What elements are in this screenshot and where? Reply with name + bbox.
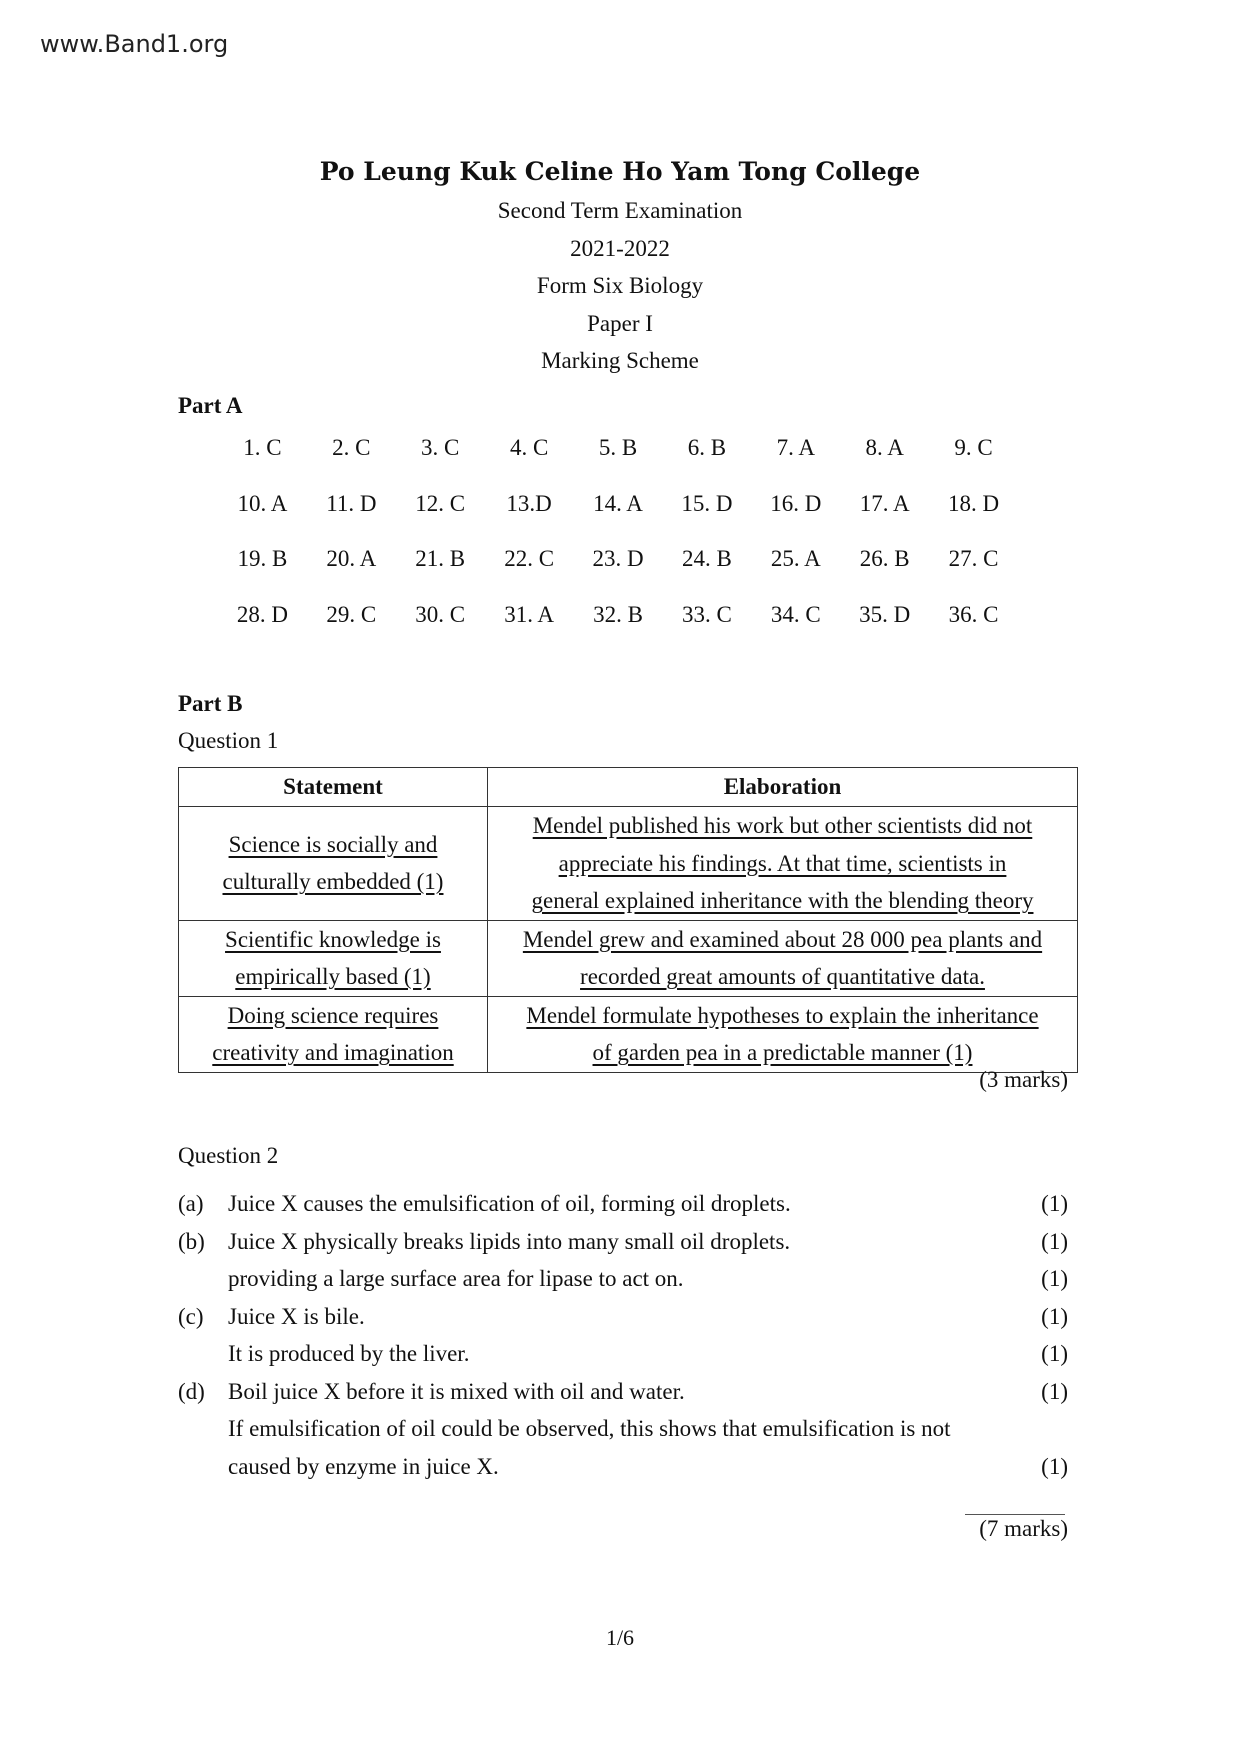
answer-item: 9. C: [954, 435, 993, 460]
table-row: [179, 996, 1078, 1072]
elaboration-cell: [488, 807, 1078, 921]
column-header-statement: Statement: [179, 768, 488, 807]
statement-line: Science is socially and: [228, 831, 438, 857]
answer-part-label: (a): [178, 1191, 204, 1216]
part-b-title: Part B: [178, 691, 243, 716]
answer-item: 36. C: [948, 601, 999, 627]
answer-mark: (1): [1041, 1341, 1068, 1366]
answer-item: 20. A: [326, 546, 377, 571]
answer-line: [178, 1335, 1068, 1373]
subject: Form Six Biology: [536, 273, 704, 298]
answer-item: 33. C: [681, 601, 732, 627]
answer-item: 13.D: [506, 490, 552, 516]
answer-item: 5. B: [598, 435, 638, 460]
answer-item: 4. C: [509, 435, 549, 460]
paper: Paper I: [587, 310, 653, 336]
answer-row: [218, 544, 1018, 600]
elaboration-line: recorded great amounts of quantitative data.: [580, 964, 985, 989]
answer-mark: [1028, 1410, 1068, 1448]
answer-item: 15. D: [681, 490, 733, 516]
answer-text: providing a large surface area for lipase to act on.: [228, 1266, 684, 1291]
answer-item: 16. D: [770, 490, 822, 516]
answer-mark: (1): [1041, 1266, 1068, 1291]
answer-text: It is produced by the liver.: [228, 1341, 470, 1366]
answer-mark: (1): [1041, 1453, 1068, 1479]
answer-item: 30. C: [415, 601, 466, 627]
answer-item: 14. A: [593, 490, 643, 516]
answer-item: 1. C: [243, 435, 282, 460]
answer-row: [218, 600, 1018, 656]
answer-item: 8. A: [865, 435, 904, 460]
answer-item: 34. C: [770, 601, 821, 627]
answer-item: 26. B: [859, 546, 910, 571]
answer-text: caused by enzyme in juice X.: [228, 1453, 499, 1479]
part-a-answer-grid: [218, 433, 1018, 655]
answer-item: 25. A: [770, 546, 821, 571]
total-divider: [965, 1514, 1065, 1515]
part-a-title: Part A: [178, 393, 243, 418]
elaboration-line: Mendel published his work but other scientists did not: [532, 813, 1033, 838]
answer-text: Juice X physically breaks lipids into many small oil droplets.: [228, 1228, 791, 1254]
answer-item: 21. B: [415, 546, 466, 571]
answer-item: 31. A: [504, 601, 555, 627]
answer-item: 18. D: [948, 490, 1000, 516]
page-number: 1/6: [605, 1625, 635, 1650]
answer-line: [178, 1223, 1068, 1261]
table-header-row: [179, 768, 1078, 807]
elaboration-line: Mendel formulate hypotheses to explain the inheritance: [526, 1002, 1039, 1028]
question-1-table: [178, 767, 1078, 1073]
elaboration-line: appreciate his findings. At that time, scientists in: [558, 850, 1007, 876]
statement-line: culturally embedded (1): [222, 869, 444, 895]
answer-text: Juice X causes the emulsification of oil, forming oil droplets.: [228, 1191, 791, 1216]
statement-cell: [179, 807, 488, 921]
answer-item: 28. D: [236, 601, 288, 627]
answer-part-label: [178, 1335, 228, 1373]
answer-item: 10. A: [237, 490, 288, 516]
answer-mark: (1): [1041, 1303, 1068, 1329]
answer-item: 17. A: [859, 490, 910, 516]
answer-line: [178, 1410, 1068, 1448]
exam-name: Second Term Examination: [497, 198, 743, 223]
statement-line: creativity and imagination: [212, 1040, 454, 1065]
answer-line: [178, 1185, 1068, 1223]
statement-cell: [179, 920, 488, 996]
academic-year: 2021-2022: [570, 235, 670, 261]
answer-item: 2. C: [332, 435, 371, 460]
answer-line: [178, 1373, 1068, 1411]
question-1-total-marks: (3 marks): [979, 1067, 1068, 1092]
answer-item: 35. D: [859, 601, 911, 627]
answer-mark: (1): [1041, 1191, 1068, 1216]
answer-part-label: (c): [178, 1303, 204, 1329]
answer-item: 22. C: [504, 546, 555, 571]
answer-item: 32. B: [593, 601, 643, 627]
question-1-title: Question 1: [178, 728, 279, 753]
answer-mark: (1): [1041, 1228, 1068, 1254]
answer-item: 6. B: [687, 435, 727, 460]
answer-line: [178, 1260, 1068, 1298]
answer-row: [218, 433, 1018, 489]
answer-part-label: [178, 1260, 228, 1298]
statement-line: Scientific knowledge is: [225, 926, 441, 952]
answer-part-label: [178, 1448, 228, 1486]
answer-part-label: (b): [178, 1228, 205, 1254]
answer-item: 24. B: [681, 546, 732, 571]
answer-text: Juice X is bile.: [228, 1303, 365, 1329]
elaboration-line: general explained inheritance with the blending theory: [531, 888, 1034, 913]
answer-part-label: (d): [178, 1378, 205, 1404]
school-name: Po Leung Kuk Celine Ho Yam Tong College: [319, 157, 921, 186]
document-type: Marking Scheme: [541, 348, 699, 373]
answer-item: 29. C: [326, 601, 377, 627]
question-2-title: Question 2: [178, 1143, 279, 1168]
answer-part-label: [178, 1410, 228, 1448]
answer-item: 3. C: [421, 435, 460, 460]
answer-line: [178, 1448, 1068, 1486]
answer-item: 23. D: [592, 546, 644, 571]
table-row: [179, 807, 1078, 921]
answer-text: If emulsification of oil could be observed, this shows that emulsification is not: [228, 1416, 951, 1441]
answer-item: 12. C: [415, 490, 466, 516]
answer-item: 27. C: [948, 546, 999, 571]
watermark-url: www.Band1.org: [40, 30, 229, 58]
document-header: [0, 152, 1240, 380]
question-2-total-marks: (7 marks): [979, 1516, 1068, 1541]
table-row: [179, 920, 1078, 996]
elaboration-cell: [488, 920, 1078, 996]
column-header-elaboration: Elaboration: [488, 768, 1078, 807]
answer-line: [178, 1298, 1068, 1336]
answer-text: Boil juice X before it is mixed with oil and water.: [228, 1378, 685, 1404]
statement-cell: [179, 996, 488, 1072]
statement-line: empirically based (1): [235, 964, 431, 989]
answer-row: [218, 489, 1018, 545]
question-2-answers: [178, 1185, 1068, 1485]
elaboration-line: Mendel grew and examined about 28 000 pea plants and: [522, 926, 1043, 952]
answer-item: 11. D: [326, 490, 377, 516]
elaboration-line: of garden pea in a predictable manner (1): [592, 1040, 973, 1065]
answer-item: 7. A: [776, 435, 815, 460]
elaboration-cell: [488, 996, 1078, 1072]
statement-line: Doing science requires: [227, 1002, 439, 1028]
answer-item: 19. B: [237, 546, 288, 571]
answer-mark: (1): [1041, 1378, 1068, 1404]
